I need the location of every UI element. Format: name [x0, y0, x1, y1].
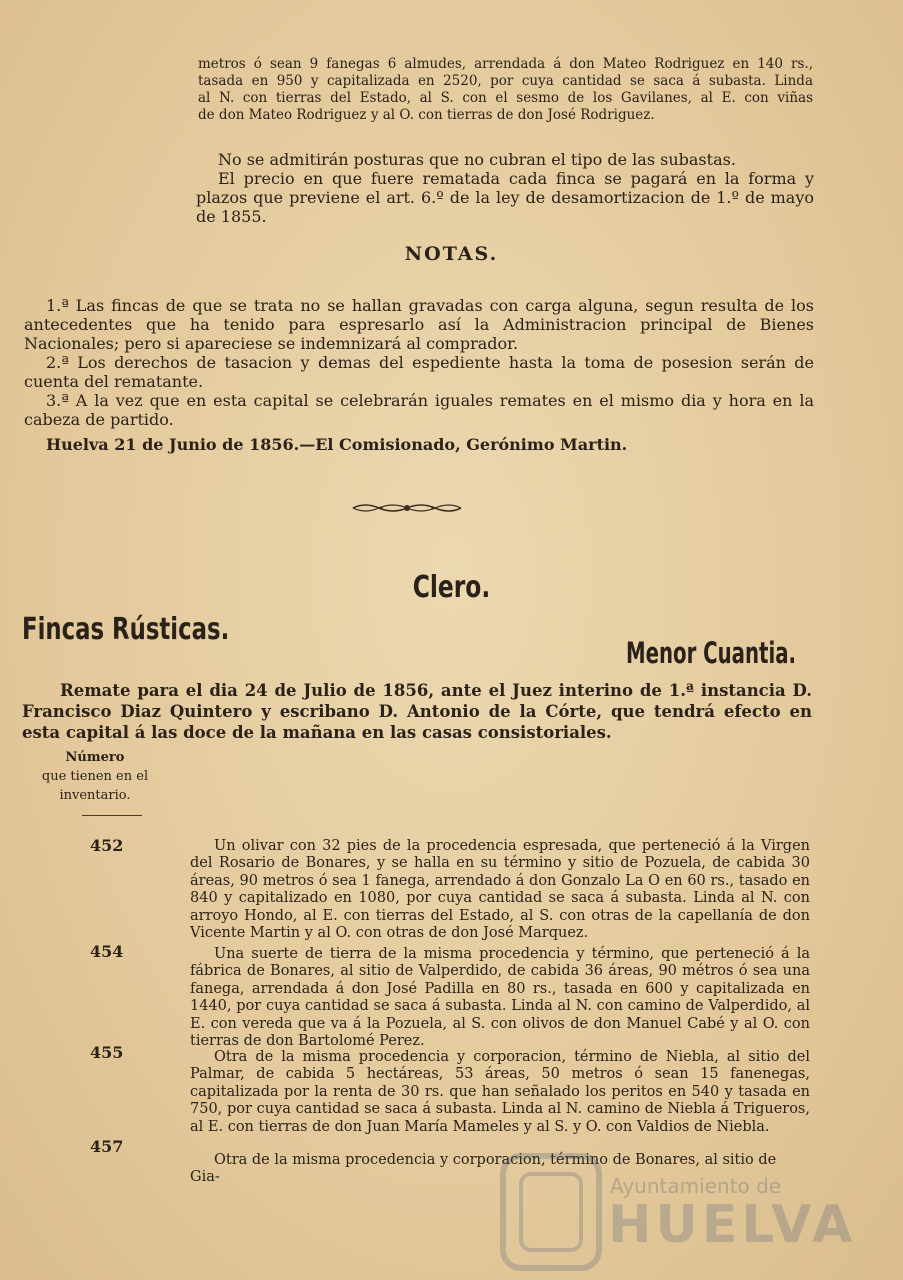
entry-paragraph: Otra de la misma procedencia y corporacion, término de Niebla, al sitio del Palmar, de cabida 5 hectáreas, 53 áreas, 50 metros ó sean 15 fanenegas, capitalizada por la renta de 30 rs. que han señalado los peritos en 540 y tasada en 750, por cuya cantidad se saca á subasta. Linda al N. camino de Niebla á Trigueros, al E. con tierras de don Juan María Mameles y al S. y O. con Valdios de Niebla.	[190, 1049, 810, 1135]
intro-line: de don Mateo Rodriguez y al O. con tierras de don José Rodriguez.	[198, 107, 655, 123]
entry-number: 454	[90, 942, 124, 961]
entry-paragraph: Un olivar con 32 pies de la procedencia espresada, que perteneció á la Virgen del Rosario de Bonares, y se halla en su término y sitio de Pozuela, de cabida 30 áreas, 90 metros ó sea 1 fanega, arrendado á don Gonzalo La O en 60 rs., tasado en 840 y capitalizado en 1080, por cuya cantidad se saca á subasta. Linda al N. con arroyo Hondo, al E. con tierras del Estado, al S. con otras de la capellanía de don Vicente Martin y al O. con otras de don José Marquez.	[190, 838, 810, 942]
entry-text	[190, 838, 810, 942]
ornament-divider	[351, 500, 463, 516]
entry-number: 457	[90, 1137, 124, 1156]
remate-paragraph: Remate para el dia 24 de Julio de 1856, ante el Juez interino de 1.ª instancia D. Francisco Diaz Quintero y escribano D. Antonio de la Córte, que tendrá efecto en esta capital á las doce de la mañana en las casas consistoriales.	[22, 681, 812, 742]
nota-2: 2.ª Los derechos de tasacion y demas del espediente hasta la toma de posesion serán de cuenta del rematante.	[24, 353, 814, 391]
watermark-big-text: HUELVA	[608, 1195, 857, 1255]
section-title: Clero.	[412, 570, 491, 605]
entry-number: 452	[90, 836, 124, 855]
entry-paragraph: Una suerte de tierra de la misma procedencia y término, que perteneció á la fábrica de Bonares, al sitio de Valperdido, de cabida 36 áreas, 90 métros ó sea una fanega, arrendada á don José Padilla en 80 rs., tasada en 600 y capitalizada en 1440, por cuya cantidad se saca á subasta. Linda al N. con camino de Valperdido, al E. con vereda que va á la Pozuela, al S. con olivos de don Manuel Cabé y al O. con tierras de don Bartolomé Perez.	[190, 946, 810, 1050]
column-header-line: Número	[65, 750, 125, 765]
signature-line: Huelva 21 de Junio de 1856.—El Comisionado, Gerónimo Martin.	[46, 435, 628, 454]
intro-line: al N. con tierras del Estado, al S. con el sesmo de los Gavilanes, al E. con viñas	[198, 90, 813, 106]
intro-paragraph	[198, 56, 813, 124]
column-header-line: que tienen en el	[41, 769, 149, 784]
intro-line: metros ó sean 9 fanegas 6 almudes, arrendada á don Mateo Rodriguez en 140 rs.,	[198, 56, 813, 72]
watermark-small-text: Ayuntamiento de	[610, 1174, 782, 1198]
notas-list	[24, 296, 814, 454]
nota-3: 3.ª A la vez que en esta capital se celebrarán iguales remates en el mismo dia y hora en la cabeza de partido.	[24, 391, 814, 429]
condition-paragraph: El precio en que fuere rematada cada finca se pagará en la forma y plazos que previene el art. 6.º de la ley de desamortizacion de 1.º de mayo de 1855.	[196, 169, 814, 226]
intro-line: tasada en 950 y capitalizada en 2520, por cuya cantidad se saca á subasta. Linda	[198, 73, 813, 89]
entry-text	[190, 946, 810, 1050]
left-heading: Fincas Rústicas.	[22, 612, 230, 647]
notas-heading: NOTAS.	[404, 243, 499, 265]
entry-paragraph: Otra de la misma procedencia y corporacion, término de Bonares, al sitio de Gia-	[190, 1152, 777, 1186]
nota-1: 1.ª Las fincas de que se trata no se hallan gravadas con carga alguna, segun resulta de los antecedentes que ha tenido para espresarlo así la Administracion principal de Bienes Nacionales; pero si apareciese se indemnizará al comprador.	[24, 296, 814, 353]
column-header-line: inventario.	[59, 788, 131, 803]
condition-paragraph: No se admitirán posturas que no cubran el tipo de las subastas.	[218, 150, 736, 169]
entry-number: 455	[90, 1043, 124, 1062]
right-heading: Menor Cuantia.	[626, 636, 797, 670]
conditions	[196, 150, 814, 226]
column-header	[40, 748, 150, 805]
entry-text	[190, 1049, 810, 1136]
column-rule	[82, 815, 142, 816]
